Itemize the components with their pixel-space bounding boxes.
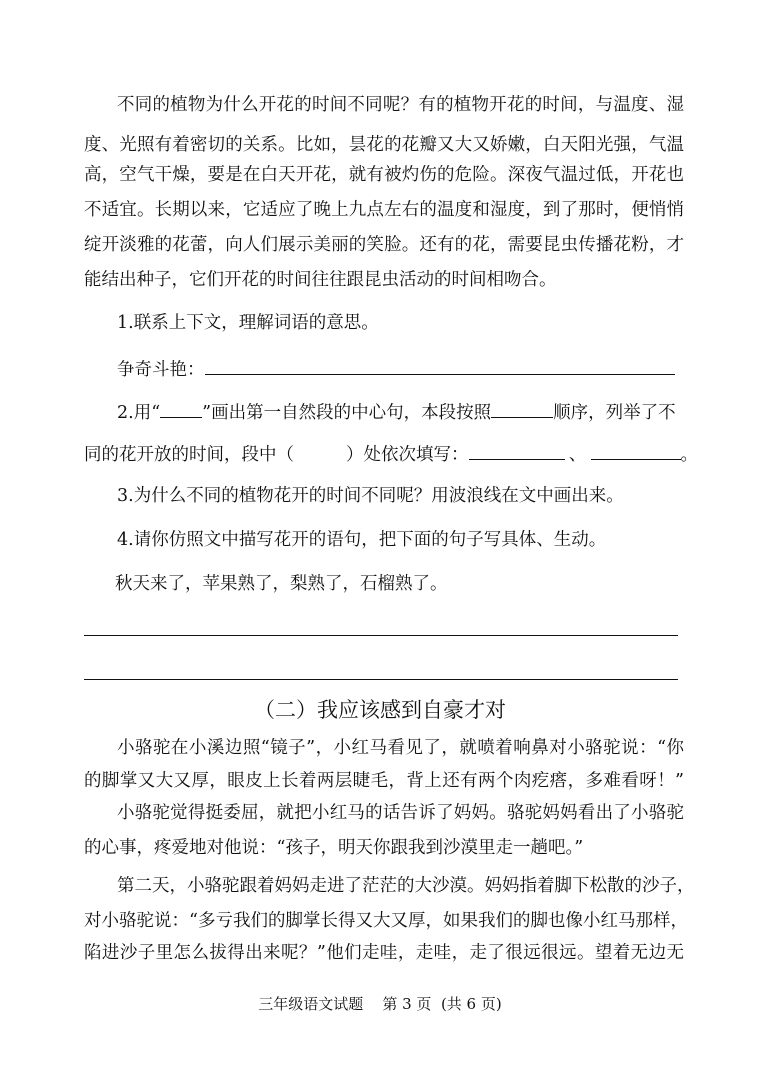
question-1-answer-row — [117, 358, 684, 380]
question-4-sentence: 秋天来了，苹果熟了，梨熟了，石榴熟了。 — [115, 574, 448, 594]
passage1-line-4: 不适宜。长期以来，它适应了晚上九点左右的温度和湿度，到了那时，便悄悄 — [84, 200, 684, 220]
question-4: 4.请你仿照文中描写花开的语句，把下面的句子写具体、生动。 — [117, 530, 607, 550]
question-2-row-1 — [117, 401, 684, 423]
passage1-line-1: 不同的植物为什么开花的时间不同呢？有的植物开花的时间，与温度、湿 — [117, 95, 684, 115]
question-1: 1.联系上下文，理解词语的意思。 — [117, 313, 379, 333]
question-2-row-2 — [84, 443, 698, 465]
question-2-text-d: 同的花开放的时间，段中（ — [84, 445, 294, 465]
section2-line-1: 小骆驼在小溪边照“镜子”，小红马看见了，就喷着响鼻对小骆驼说：“你 — [117, 738, 684, 758]
section2-line-7: 陷进沙子里怎么拔得出来呢？”他们走哇，走哇，走了很远很远。望着无边无 — [84, 943, 684, 963]
section2-line-2: 的脚掌又大又厚，眼皮上长着两层睫毛，背上还有两个肉疙瘩，多难看呀！” — [84, 771, 684, 791]
question-2-end-mark: 。 — [680, 445, 698, 465]
passage1-line-3: 高，空气干燥，要是在白天开花，就有被灼伤的危险。深夜气温过低，开花也 — [84, 165, 684, 185]
page-footer: 三年级语文试题 第 3 页 (共 6 页) — [258, 995, 502, 1013]
question-1-term: 争奇斗艳： — [117, 360, 205, 380]
question-2-text-a: 2.用“ — [117, 403, 161, 423]
section-2-title: （二）我应该感到自豪才对 — [254, 698, 506, 722]
section2-line-3: 小骆驼觉得挺委屈，就把小红马的话告诉了妈妈。骆驼妈妈看出了小骆驼 — [117, 803, 684, 823]
question-3: 3.为什么不同的植物花开的时间不同呢？用波浪线在文中画出来。 — [117, 486, 624, 506]
section2-line-4: 的心事，疼爱地对他说：“孩子，明天你跟我到沙漠里走一趟吧。” — [84, 838, 584, 858]
answer-line-1[interactable] — [84, 635, 678, 636]
section2-line-5: 第二天，小骆驼跟着妈妈走进了茫茫的大沙漠。妈妈指着脚下松散的沙子， — [117, 876, 695, 896]
section2-line-6: 对小骆驼说：“多亏我们的脚掌长得又大又厚，如果我们的脚也像小红马那样， — [84, 911, 688, 931]
question-2-fill-blank-1[interactable] — [469, 443, 565, 460]
question-2-text-c: 顺序，列举了不 — [553, 403, 676, 423]
passage1-line-2: 度、光照有着密切的关系。比如，昙花的花瓣又大又娇嫩，白天阳光强，气温 — [84, 135, 684, 155]
question-2-order-blank[interactable] — [491, 401, 553, 418]
passage1-line-5: 绽开淡雅的花蕾，向人们展示美丽的笑脸。还有的花，需要昆虫传播花粉，才 — [84, 235, 684, 255]
question-2-fill-blank-2[interactable] — [591, 443, 681, 460]
question-2-mark-blank[interactable] — [160, 401, 202, 418]
answer-line-2[interactable] — [84, 679, 678, 680]
question-1-answer-blank[interactable] — [205, 358, 675, 375]
question-2-text-b: ”画出第一自然段的中心句，本段按照 — [202, 403, 492, 423]
question-2-separator: 、 — [568, 445, 587, 465]
passage1-line-6: 能结出种子，它们开花的时间往往跟昆虫活动的时间相吻合。 — [84, 270, 557, 290]
question-2-text-e: ）处依次填写： — [346, 445, 469, 465]
